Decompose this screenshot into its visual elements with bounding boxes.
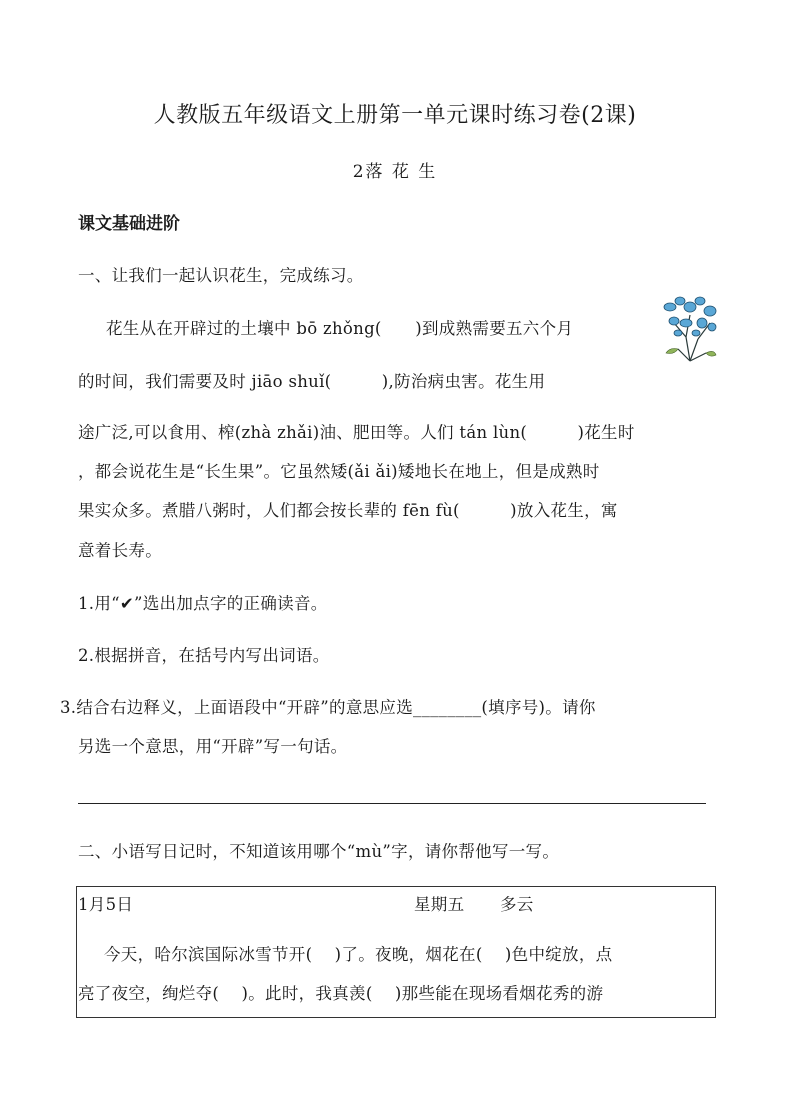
passage-line-3: 途广泛,可以食用、榨(zhà zhǎi)油、肥田等。人们 tán lùn( )花生时 [78, 423, 635, 442]
question-1-heading: 一、让我们一起认识花生，完成练习。 [78, 266, 364, 285]
sub-question-3: 3.结合右边释义，上面语段中“开辟”的意思应选________(填序号)。请你 [60, 698, 596, 717]
sub-question-1: 1.用“✔”选出加点字的正确读音。 [78, 594, 328, 613]
lesson-title: 2落 花 生 [352, 162, 438, 182]
passage-line-5: 果实众多。煮腊八粥时，人们都会按长辈的 fēn fù( )放入花生，寓 [78, 501, 618, 520]
passage-line-6: 意着长寿。 [78, 541, 162, 560]
diary-weekday: 星期五 [414, 895, 465, 914]
sub-question-3-continued: 另选一个意思，用“开辟”写一句话。 [78, 737, 348, 756]
passage-line-2: 的时间，我们需要及时 jiāo shuǐ( ),防治病虫害。花生用 [78, 372, 546, 391]
answer-line[interactable] [78, 803, 706, 804]
peanut-flower-illustration [660, 293, 718, 363]
diary-date: 1月5日 [78, 895, 134, 914]
diary-weather: 多云 [500, 895, 534, 914]
passage-line-1: 花生从在开辟过的土壤中 bō zhǒng( )到成熟需要五六个月 [106, 319, 574, 338]
diary-box [76, 886, 716, 1018]
diary-line-1: 今天，哈尔滨国际冰雪节开( )了。夜晚，烟花在( )色中绽放，点 [104, 945, 613, 964]
sub-question-2: 2.根据拼音，在括号内写出词语。 [78, 646, 330, 665]
page-title: 人教版五年级语文上册第一单元课时练习卷(2课) [153, 103, 637, 128]
question-2-heading: 二、小语写日记时，不知道该用哪个“mù”字，请你帮他写一写。 [78, 842, 560, 861]
section-heading: 课文基础进阶 [78, 214, 180, 234]
passage-line-4: ，都会说花生是“长生果”。它虽然矮(ǎi ǎi)矮地长在地上，但是成熟时 [78, 462, 600, 481]
diary-line-2: 亮了夜空，绚烂夺( )。此时，我真羡( )那些能在现场看烟花秀的游 [78, 984, 604, 1003]
